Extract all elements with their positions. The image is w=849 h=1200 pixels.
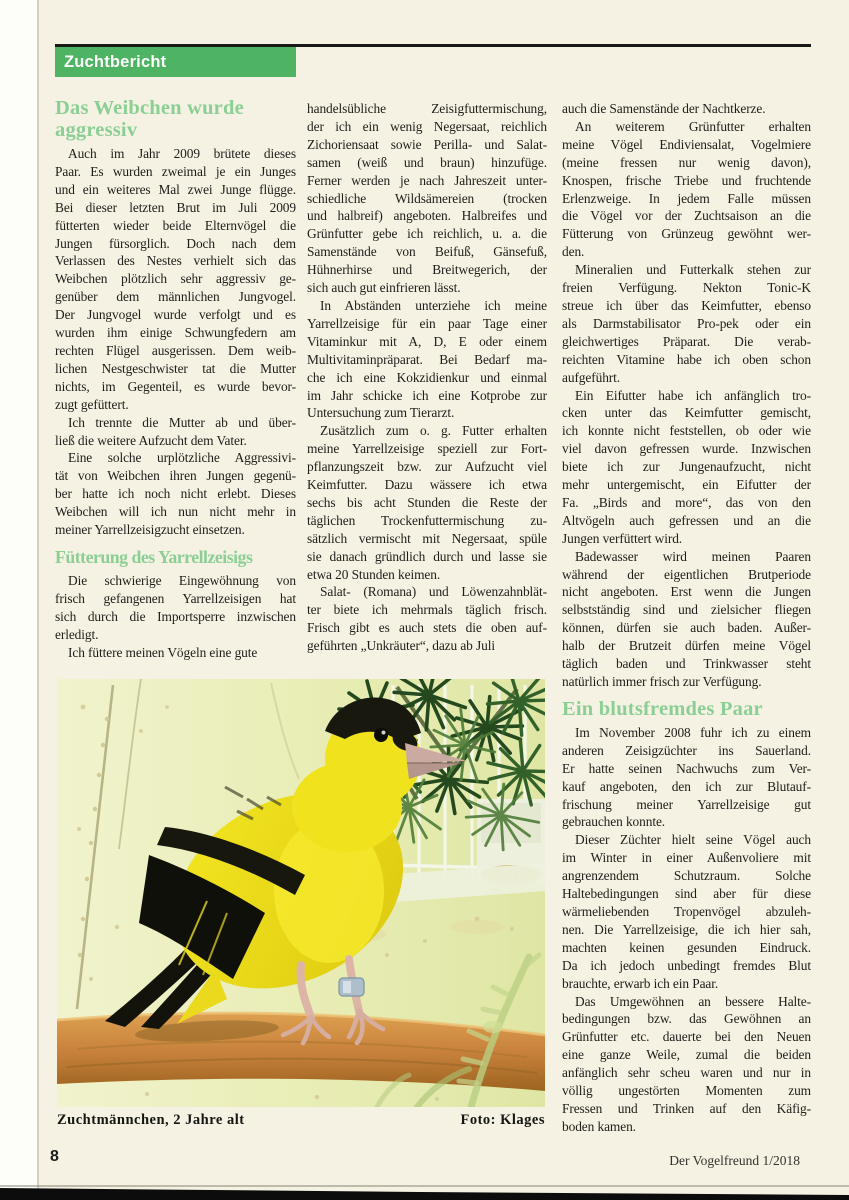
eye-glint: [382, 731, 386, 735]
text-line: ich konnte nicht feststellen, ob oder wie: [562, 423, 811, 439]
text-line: viel davon gefressen wurde. Inzwischen: [562, 441, 811, 457]
text-line: wurden ihm einige Schwungfedern am: [55, 325, 296, 341]
photo-caption: Zuchtmännchen, 2 Jahre alt: [57, 1112, 245, 1128]
bird-photo: [57, 679, 545, 1107]
text-line: meine Yarrellzeisige speziell zur Fort-: [307, 441, 547, 457]
text-line: Ferner werden je nach Jahreszeit unter-: [307, 172, 547, 188]
journal-name: Der Vogelfreund 1/2018: [669, 1153, 800, 1168]
text-line: auch die Samenstände der Nachtkerze.: [562, 101, 766, 116]
text-line: mehr untergemischt, ein Eifutter der: [562, 477, 811, 493]
bird-eye: [374, 728, 388, 742]
text-line: im Winter in einer Außenvoliere mit: [562, 850, 811, 866]
text-line: Das Umgewöhnen an bessere Halte-: [575, 993, 811, 1009]
text-line: Yarrellzeisige für ein paar Tage einer: [307, 315, 547, 331]
text-line: wärmeliebenden Tropenvögel abzuleh-: [562, 903, 811, 919]
text-column-1: [55, 97, 296, 661]
text-line: frisch gefangenen Yarrellzeisigen hat: [55, 590, 296, 606]
text-line: Erlenzweige. In jedem Falle müssen: [562, 190, 811, 206]
text-line: frischung meiner Yarrellzeisige gut: [562, 796, 811, 812]
text-line: kauf angeboten, den ich zur Blutauf-: [562, 778, 811, 794]
paragraph: [307, 583, 547, 655]
text-line: Samenstände von Beifuß, Gänsefuß,: [307, 244, 547, 260]
text-line: und ein weiteres Mal zwei Junge flügge.: [55, 181, 296, 197]
text-line: erledigt.: [55, 626, 99, 642]
text-line: biete ich zur Jungenaufzucht, nicht: [562, 459, 811, 475]
text-line: Dieser Züchter hielt seine Vögel auch: [575, 832, 811, 848]
text-line: gebrauchen konnte.: [562, 814, 666, 830]
text-line: Auch im Jahr 2009 brütete dieses: [68, 146, 296, 161]
text-line: natürlich immer frisch zur Verfügung.: [562, 674, 762, 689]
text-line: die Vögel vor der Zuchtsaison an die: [562, 208, 811, 224]
text-line: che ich eine Kokzidienkur und einmal: [307, 369, 547, 385]
paragraph: [562, 724, 811, 831]
text-line: Untersuchung zum Tierarzt.: [307, 405, 455, 421]
bird-neck: [292, 762, 402, 852]
text-line: Grünfutter etc. dauerte bei den Neuen: [562, 1029, 811, 1045]
text-line: und halbreif) angeboten. Halbreifes und: [307, 208, 547, 224]
text-line: machten keinen gesunden Eindruck.: [562, 939, 811, 955]
paragraph: [307, 422, 547, 583]
paragraph: [562, 387, 811, 548]
paragraph: [562, 261, 811, 386]
text-line: An weiterem Grünfutter erhalten: [575, 118, 811, 134]
text-line: Multivitaminpräparat. Bei Bedarf ma-: [307, 351, 547, 367]
paragraph: [307, 297, 547, 422]
text-line: Er hatte seinen Nachwuchs zum Ver-: [562, 760, 811, 776]
text-line: selbstständig sind und zielsicher fliegen: [562, 602, 811, 618]
leg-ring: [339, 978, 364, 996]
scan-margin-strip: [0, 0, 37, 1200]
text-line: Die schwierige Eingewöhnung von: [68, 572, 296, 588]
photo-caption-row: [57, 1112, 545, 1129]
text-line: handelsübliche Zeisigfuttermischung,: [307, 101, 547, 116]
paragraph: [307, 100, 547, 297]
section-heading: [55, 546, 296, 568]
text-line: streue ich über das Keimfutter, ebenso: [562, 297, 811, 313]
paragraph: [562, 831, 811, 992]
text-line: Jungen verfüttert wird.: [562, 530, 683, 546]
text-line: Altvögeln auch gefressen und an die: [562, 512, 811, 528]
text-line: Paar. Es wurden zweimal je ein Junges: [55, 163, 296, 179]
text-line: Badewasser wird meinen Paaren: [575, 548, 811, 564]
paragraph: [55, 145, 296, 414]
text-line: Weibchen will ich nun nicht mehr in: [55, 504, 296, 520]
text-line: freien Verfügung. Nekton Tonic-K: [562, 280, 811, 296]
text-line: schiedliche Wildsämereien (trocken: [307, 190, 547, 206]
scan-edge-line: [37, 0, 39, 1200]
text-line: sechs bis acht Stunden die Reste der: [307, 494, 547, 510]
text-line: etwa 20 Stunden keimen.: [307, 566, 441, 582]
text-line: aufgeführt.: [562, 369, 621, 385]
text-line: In Abständen unterziehe ich meine: [320, 297, 547, 313]
page-bottom-scan-edge: [0, 1182, 849, 1200]
text-line: nen. Die Yarrellzeisige, die ich hier sah,: [562, 921, 811, 937]
heading-line: aggressiv: [55, 119, 138, 141]
kicker-label: Zuchtbericht: [64, 53, 167, 71]
text-line: boden kamen.: [562, 1118, 636, 1134]
text-line: geführten „Unkräuter“, dazu ab Juli: [307, 638, 495, 654]
section-heading: [55, 97, 296, 141]
text-line: rechten Flügel ausgerissen. Dem weib-: [55, 342, 296, 358]
text-line: ber hatte ich noch nicht erlebt. Dieses: [55, 486, 296, 502]
text-line: können, dürfen sie auch baden. Außer-: [562, 620, 811, 636]
text-line: sie danach gründlich durch und lasse sie: [307, 548, 547, 564]
paragraph: [562, 993, 811, 1136]
text-line: Mineralien und Futterkalk stehen zur: [575, 262, 811, 278]
text-line: Fütterung von Grünzeug gewöhnt wer-: [562, 226, 811, 242]
text-line: Fressen und Trinken auf den Käfig-: [562, 1100, 811, 1116]
text-line: meiner Yarrellzeisigzucht einsetzen.: [55, 522, 245, 538]
text-line: Ein Eifutter habe ich anfänglich tro-: [575, 387, 811, 403]
text-line: meine Vögel Endiviensalat, Vogelmiere: [562, 136, 811, 152]
paragraph: [562, 118, 811, 261]
text-line: Ich füttere meinen Vögeln eine gute: [68, 644, 258, 660]
text-line: Weibchen plötzlich sehr aggressiv ge-: [55, 271, 296, 287]
photo-credit: Foto: Klages: [460, 1112, 545, 1128]
text-line: Zusätzlich zum o. g. Futter erhalten: [320, 423, 547, 439]
text-line: tät von Weibchen ihren Jungen gegenü-: [55, 468, 296, 484]
text-line: Jungen fürsorglich. Doch nach dem: [55, 235, 296, 251]
text-line: lichen Nestgeschwister tat die Mutter: [55, 360, 296, 376]
text-line: Haltebedingungen sind aber für diese: [562, 886, 811, 902]
text-line: Salat- (Romana) und Löwenzahnblät-: [320, 584, 547, 600]
text-line: anderen Zeisigzüchter ins Sauerland.: [562, 742, 811, 758]
text-line: halb der Brutzeit dürfen meine Vögel: [562, 638, 811, 654]
heading-line: Fütterung des Yarrellzeisigs: [55, 546, 253, 567]
section-heading: [562, 698, 811, 720]
text-line: ter biete ich mehrmals täglich frisch.: [307, 602, 547, 618]
paragraph: [55, 414, 296, 450]
text-line: Keimfutter. Dazu wässere ich etwa: [307, 477, 547, 493]
text-line: Vitaminkur mit A, D, E oder einem: [307, 333, 547, 349]
text-line: cken unter das Keimfutter gemischt,: [562, 405, 811, 421]
text-line: sätzlich vermischt mit Negersaat, spüle: [307, 530, 547, 546]
text-line: Hühnerhirse und Breitwegerich, der: [307, 262, 547, 278]
paragraph: [55, 572, 296, 644]
paragraph: [55, 449, 296, 539]
text-line: gleichwertiges Präparat. Die verab-: [562, 333, 811, 349]
text-line: während der eigentlichen Brutperiode: [562, 566, 811, 582]
text-line: Verlassen des Nestes verhielt sich das: [55, 253, 296, 269]
text-line: nichts, im Gegenteil, es wurde bevor-: [55, 378, 296, 394]
text-line: völlig ungestörten Momenten zum: [562, 1083, 811, 1099]
kicker-bar: [55, 47, 296, 77]
text-line: angrenzendem Schutzraum. Solche: [562, 868, 811, 884]
text-line: Da ich jedoch unbedingt fremdes Blut: [562, 957, 811, 973]
paragraph: [55, 644, 296, 662]
heading-line: Ein blutsfremdes Paar: [562, 697, 763, 720]
text-line: Bei dieser letzten Brut im Juli 2009: [55, 199, 296, 215]
text-line: brauchte, erwarb ich ein Paar.: [562, 975, 719, 991]
text-line: eine ganze Weile, zumal die beiden: [562, 1047, 811, 1063]
text-line: der ich ein wenig Negersaat, reichlich: [307, 118, 547, 134]
text-line: täglichen Trockenfuttermischung zu-: [307, 512, 547, 528]
text-line: pflanzungszeit bzw. zur Aufzucht viel: [307, 459, 547, 475]
paragraph: [562, 100, 811, 118]
text-line: als Darmstabilisator Pro-pek oder ein: [562, 315, 811, 331]
text-line: Frisch gibt es auch stets die oben auf-: [307, 620, 547, 636]
text-line: Fa. „Birds and more“, das von den: [562, 494, 811, 510]
text-line: im Jahr schicke ich eine Kotprobe zur: [307, 387, 547, 403]
text-column-2: [307, 100, 547, 655]
paragraph: [562, 548, 811, 691]
text-line: den.: [562, 244, 585, 260]
text-column-3: [562, 100, 811, 1136]
text-line: bedingungen bzw. das Gewöhnen an: [562, 1011, 811, 1027]
text-line: samen (weiß und braun) hinzufüge.: [307, 154, 547, 170]
text-line: nicht angeboten. Erst wenn die Jungen: [562, 584, 811, 600]
text-line: ließ die weitere Aufzucht dem Vater.: [55, 432, 247, 448]
text-line: fütterten wieder beide Elternvögel die: [55, 217, 296, 233]
text-line: reichten Vitamine habe ich oben schon: [562, 351, 811, 367]
text-line: Der Jungvogel wurde verfolgt und es: [55, 307, 296, 323]
text-line: Im November 2008 fuhr ich zu einem: [575, 724, 811, 740]
page-number: 8: [50, 1148, 59, 1165]
text-line: Knospen, frische Triebe und fruchtende: [562, 172, 811, 188]
text-line: täglich baden und Trinkwasser steht: [562, 656, 811, 672]
text-line: sich durch die Importsperre inzwischen: [55, 608, 296, 624]
text-line: Ich trennte die Mutter ab und über-: [68, 414, 296, 430]
text-line: anfänglich sehr scheu waren und nur in: [562, 1065, 811, 1081]
text-line: sich auch gut einfrieren lässt.: [307, 280, 461, 296]
text-line: Grünfutter gebe ich reichlich, u. a. die: [307, 226, 547, 242]
text-line: Zichoriensaat sowie Perilla- und Salat-: [307, 136, 547, 152]
text-line: Eine solche urplötzliche Aggressivi-: [68, 450, 296, 466]
text-line: (meine fressen nur wenig davon),: [562, 154, 811, 170]
text-line: genüber dem männlichen Jungvogel.: [55, 289, 296, 305]
text-line: zugt gefüttert.: [55, 396, 129, 412]
heading-line: Das Weibchen wurde: [55, 97, 244, 119]
